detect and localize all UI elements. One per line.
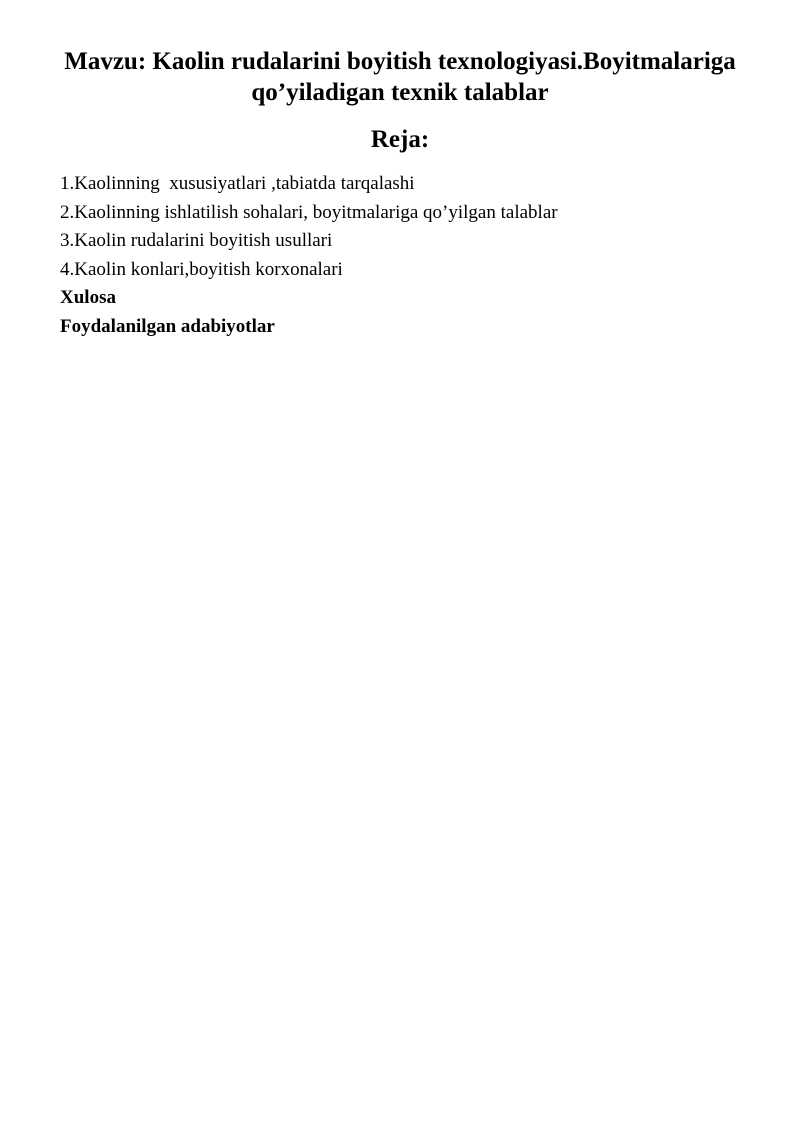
document-title: Mavzu: Kaolin rudalarini boyitish texnologiyasi.Boyitmalariga qo’yiladigan texnik talablar <box>64 48 736 106</box>
plan-item-1: 1.Kaolinning xususiyatlari ,tabiatda tarqalashi <box>60 173 415 194</box>
plan-list <box>60 170 760 341</box>
references-item: Foydalanilgan adabiyotlar <box>60 315 275 337</box>
plan-item-4: 4.Kaolin konlari,boyitish korxonalari <box>60 258 343 280</box>
plan-heading: Reja: <box>370 126 430 153</box>
plan-item-3: 3.Kaolin rudalarini boyitish usullari <box>60 230 333 251</box>
conclusion-item: Xulosa <box>60 287 116 308</box>
plan-item-2: 2.Kaolinning ishlatilish sohalari, boyitmalariga qo’yilgan talablar <box>60 201 558 223</box>
